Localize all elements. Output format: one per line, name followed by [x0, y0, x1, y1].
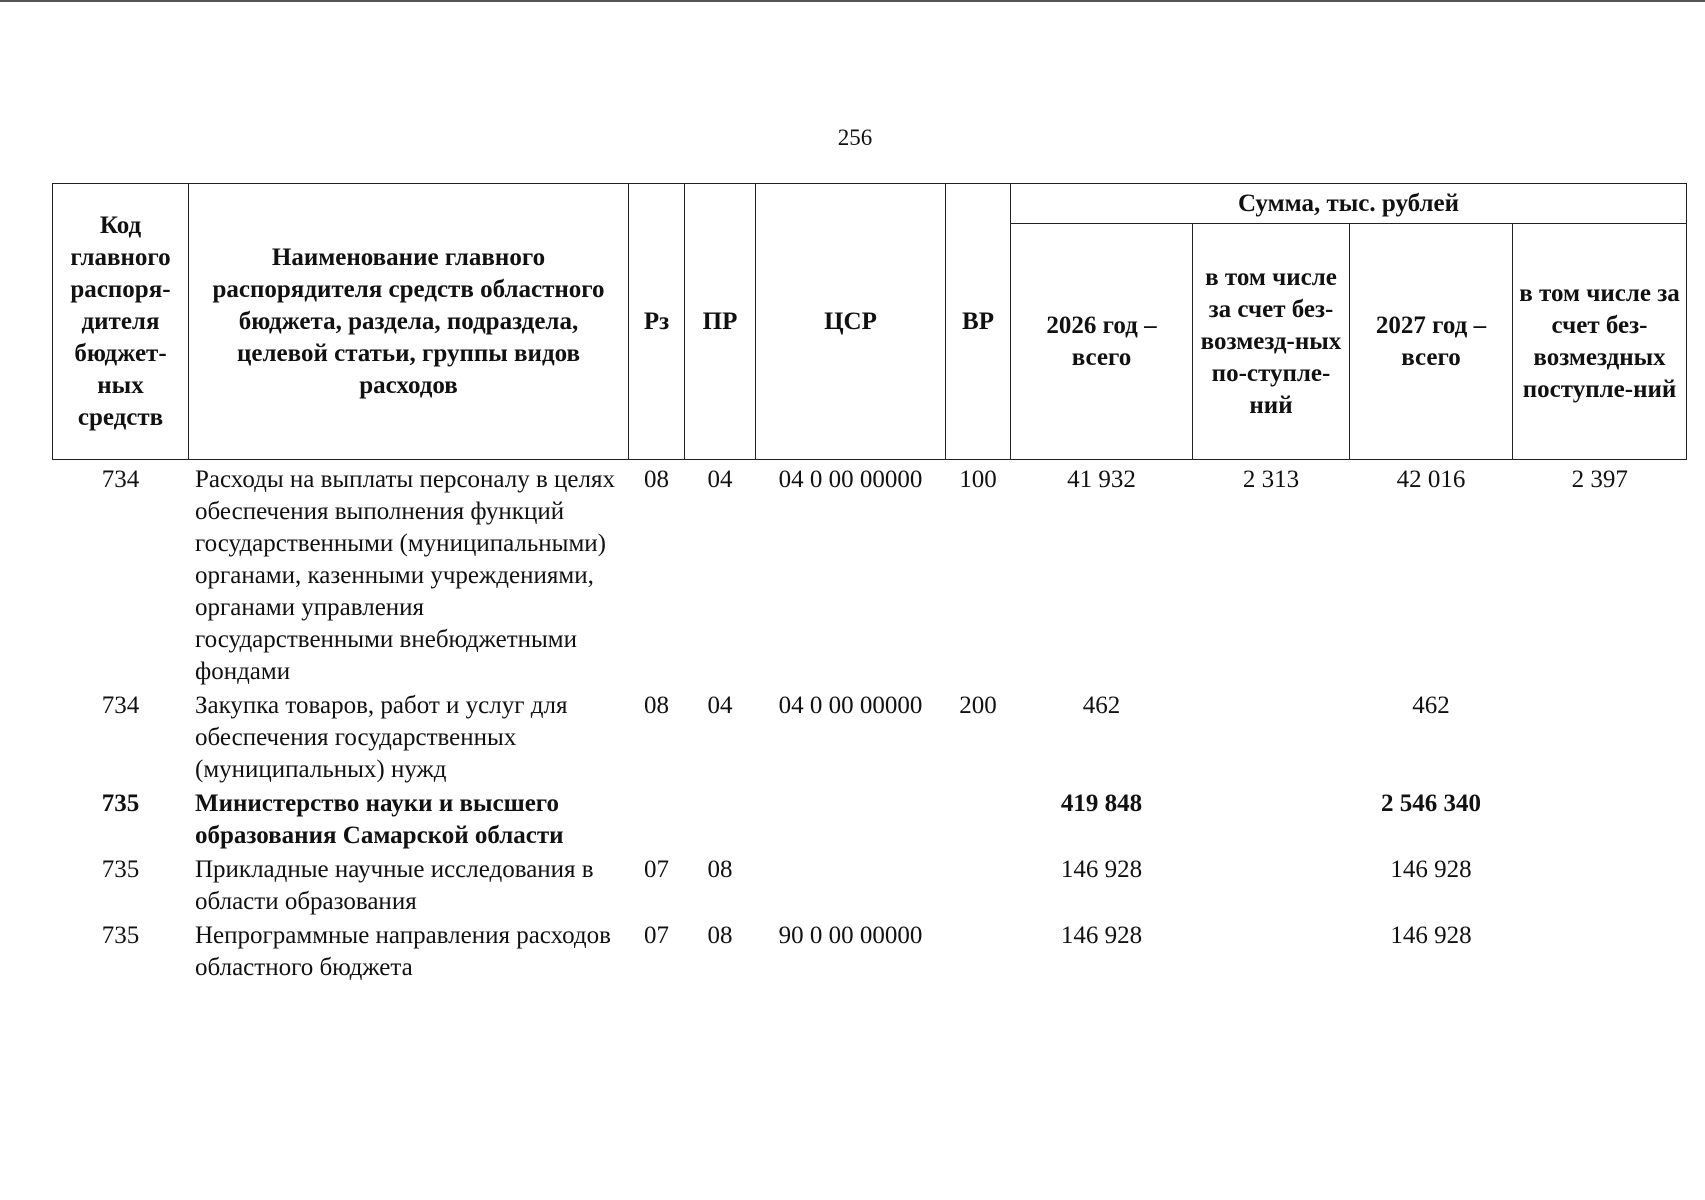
header-rz: Рз	[629, 184, 685, 460]
cell-csr	[756, 786, 946, 852]
cell-rz: 07	[644, 922, 669, 949]
cell-2026-total: 146 928	[1060, 856, 1143, 883]
cell-rz: 08	[644, 692, 669, 719]
cell-name: Расходы на выплаты персоналу в целях обеспечения выполнения функций государственными (муниципальными) органами, казенными учреждениями, органами управления государственными внебюджетными фондами	[195, 466, 615, 685]
header-vr: ВР	[946, 184, 1011, 460]
cell-2026-free-receipts	[1193, 852, 1350, 918]
cell-2027-total: 462	[1412, 692, 1450, 719]
header-sum-group: Сумма, тыс. рублей	[1011, 184, 1687, 224]
cell-vr	[946, 852, 1011, 918]
header-code: Код главного распоря-дителя бюджет-ных средств	[53, 184, 189, 460]
cell-2027-free-receipts: 2 397	[1571, 466, 1628, 493]
cell-pr	[685, 786, 756, 852]
cell-csr: 04 0 00 00000	[778, 692, 923, 719]
cell-2027-free-receipts	[1513, 786, 1687, 852]
top-border-line	[0, 0, 1705, 2]
cell-2026-total: 462	[1082, 692, 1121, 719]
cell-code: 734	[101, 466, 140, 493]
cell-2027-free-receipts	[1513, 918, 1687, 984]
cell-csr: 90 0 00 00000	[778, 922, 923, 949]
cell-2026-total: 419 848	[1060, 790, 1143, 817]
cell-2027-free-receipts	[1513, 852, 1687, 918]
cell-csr: 04 0 00 00000	[778, 466, 923, 493]
table-row	[53, 852, 1687, 918]
cell-2027-free-receipts	[1513, 688, 1687, 786]
cell-2027-total: 2 546 340	[1381, 790, 1481, 817]
cell-2026-free-receipts	[1193, 918, 1350, 984]
cell-vr	[946, 918, 1011, 984]
cell-vr	[946, 786, 1011, 852]
cell-code: 734	[101, 692, 140, 719]
cell-2026-free-receipts	[1193, 688, 1350, 786]
cell-2027-total: 146 928	[1390, 922, 1472, 949]
header-name: Наименование главного распорядителя средств областного бюджета, раздела, подраздела, целевой статьи, группы видов расходов	[189, 184, 629, 460]
cell-csr	[756, 852, 946, 918]
cell-name: Закупка товаров, работ и услуг для обеспечения государственных (муниципальных) нужд	[195, 692, 568, 783]
cell-pr: 04	[707, 692, 733, 719]
cell-vr: 200	[959, 692, 997, 719]
table-row	[53, 460, 1687, 689]
cell-code: 735	[101, 790, 140, 817]
header-2027-total: 2027 год – всего	[1350, 224, 1513, 460]
header-2026-free-receipts: в том числе за счет без-возмезд-ных по-ступле-ний	[1193, 224, 1350, 460]
cell-2026-total: 146 928	[1060, 922, 1143, 949]
cell-pr: 08	[707, 922, 733, 949]
cell-rz: 07	[644, 856, 669, 883]
budget-table	[52, 183, 1687, 984]
cell-2026-free-receipts: 2 313	[1242, 466, 1300, 493]
cell-code: 735	[101, 856, 140, 883]
cell-name: Министерство науки и высшего образования Самарской области	[195, 790, 564, 849]
table-row	[53, 786, 1687, 852]
cell-name: Прикладные научные исследования в области образования	[195, 856, 594, 915]
cell-vr: 100	[959, 466, 997, 493]
header-csr: ЦСР	[756, 184, 946, 460]
header-pr: ПР	[685, 184, 756, 460]
cell-rz	[629, 786, 685, 852]
cell-name: Непрограммные направления расходов областного бюджета	[195, 922, 611, 981]
cell-2026-total: 41 932	[1067, 466, 1136, 493]
cell-code: 735	[101, 922, 140, 949]
cell-2026-free-receipts	[1193, 786, 1350, 852]
cell-pr: 04	[707, 466, 733, 493]
table-row	[53, 688, 1687, 786]
header-2027-free-receipts: в том числе за счет без-возмездных поступле-ний	[1513, 224, 1687, 460]
page-number: 256	[837, 125, 873, 150]
cell-rz: 08	[644, 466, 669, 493]
table-row	[53, 918, 1687, 984]
cell-2027-total: 42 016	[1396, 466, 1466, 493]
cell-2027-total: 146 928	[1390, 856, 1472, 883]
header-2026-total: 2026 год – всего	[1011, 224, 1193, 460]
cell-pr: 08	[707, 856, 733, 883]
